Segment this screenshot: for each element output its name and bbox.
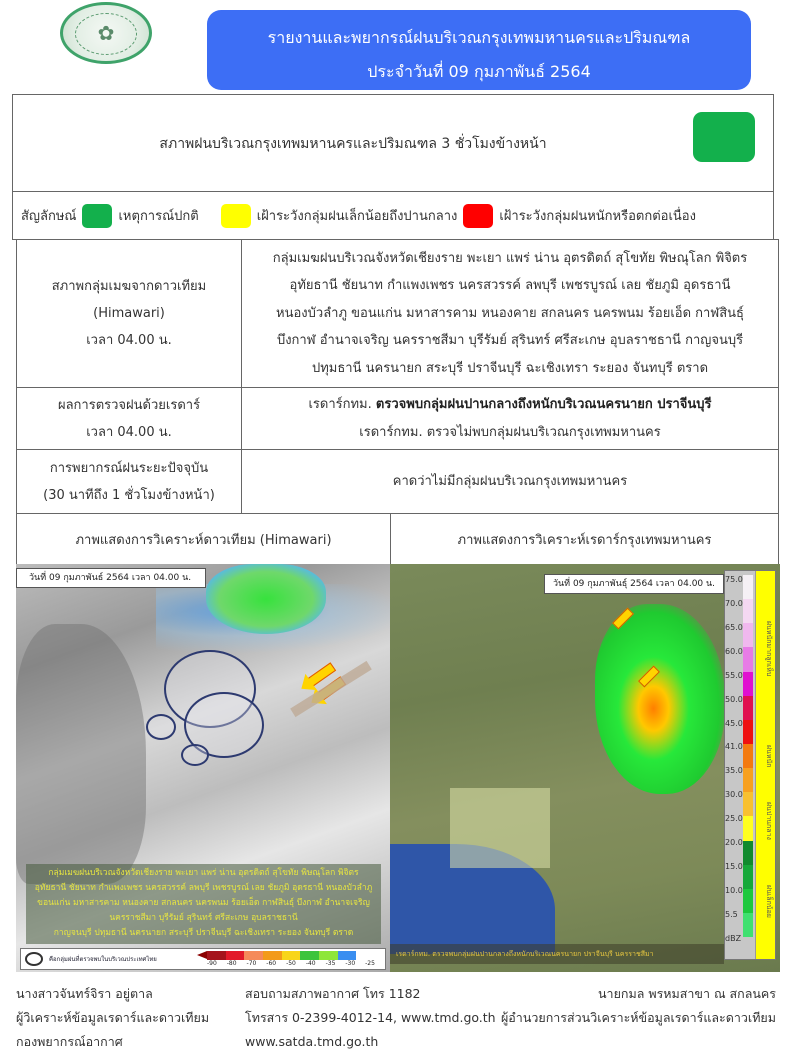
dbz-value: 5.5 [725, 909, 738, 919]
nowcast-label: การพยากรณ์ฝนระยะปัจจุบัน [49, 460, 209, 476]
contact-fax-web[interactable]: โทรสาร 0-2399-4012-14, www.tmd.go.th [245, 1010, 496, 1025]
analysis-images [16, 564, 780, 972]
satellite-image [16, 564, 390, 972]
colorbar-segment [244, 951, 263, 960]
colorbar-tick: -30 [345, 960, 356, 967]
summary-line: อุทัยธานี ชัยนาท กำแพงเพชร นครสวรรค์ ลพบุรี เพชรบูรณ์ เลย ชัยภูมิ อุดรธานี หนองบัวลำภู [34, 883, 373, 893]
page-title: รายงานและพยากรณ์ฝนบริเวณกรุงเทพมหานครและปริมณฑล [267, 28, 691, 47]
radar-time: เวลา 04.00 น. [86, 424, 172, 440]
legend-text-normal: เหตุการณ์ปกติ [118, 209, 199, 224]
band-label-light: ฝนเล็กน้อย [765, 884, 773, 918]
satellite-image-header: ภาพแสดงการวิเคราะห์ดาวเทียม (Himawari) [17, 514, 391, 564]
image-headers-cell [17, 514, 779, 565]
director-name: นายกมล พรหมสาขา ณ สกลนคร [598, 986, 776, 1001]
report-table [16, 239, 779, 565]
colorbar-tick: -80 [226, 960, 237, 967]
dbz-color [743, 792, 753, 816]
rain-cloud-outline [181, 744, 209, 766]
legend-text-watch-heavy: เฝ้าระวังกลุ่มฝนหนักหรือตกต่อเนื่อง [499, 209, 696, 224]
colorbar-tick: -50 [286, 960, 296, 967]
radar-line-1-bold: ตรวจพบกลุ่มฝนปานกลางถึงหนักบริเวณนครนายก ปราจีนบุรี [375, 397, 712, 412]
dbz-color [743, 696, 753, 720]
dbz-color [743, 768, 753, 792]
satellite-cloud-green [206, 564, 326, 634]
dbz-color [743, 575, 753, 599]
radar-caption: เรดาร์กทม. ตรวจพบกลุ่มฝนปานกลางถึงหนักบริเวณนครนายก ปราจีนบุรี นครราชสีมา [390, 944, 724, 964]
colorbar-tick: -90 [207, 960, 217, 967]
colorbar-tick: -25 [365, 960, 375, 967]
title-banner [207, 10, 751, 90]
dbz-value: 75.0 [725, 575, 743, 584]
satellite-line: บึงกาฬ อำนาจเจริญ นครราชสีมา บุรีรัมย์ สุรินทร์ ศรีสะเกษ อุบลราชธานี กาญจนบุรี [276, 333, 744, 349]
colorbar-segment [319, 951, 338, 960]
temperature-colorbar [197, 949, 385, 969]
radar-label: ผลการตรวจฝนด้วยเรดาร์ [57, 397, 201, 413]
footer-analyst [16, 982, 209, 1054]
colorbar-segments [207, 951, 375, 960]
satellite-time: เวลา 04.00 น. [86, 333, 172, 348]
contact-phone: สอบถามสภาพอากาศ โทร 1182 [245, 986, 421, 1001]
dbz-value: 70.0 [725, 598, 743, 608]
dbz-color [743, 672, 753, 696]
cloud-outline-icon [25, 952, 43, 966]
dbz-value: dBZ [725, 933, 742, 943]
legend-swatch-red [463, 204, 493, 228]
colorbar-tick: -70 [246, 960, 257, 967]
dbz-value: 65.0 [725, 622, 743, 632]
status-indicator-green [693, 112, 755, 162]
legend-swatch-yellow [221, 204, 251, 228]
satellite-bottom-legend [20, 948, 386, 970]
director-role: ผู้อำนวยการส่วนวิเคราะห์ข้อมูลเรดาร์และดาวเทียม [500, 1010, 776, 1025]
rain-status-text: สภาพฝนบริเวณกรุงเทพมหานครและปริมณฑล 3 ชั่วโมงข้างหน้า [159, 136, 547, 152]
colorbar-tick: -40 [305, 960, 316, 967]
dbz-value: 35.0 [725, 766, 743, 776]
satellite-summary [26, 864, 381, 944]
radar-image-header: ภาพแสดงการวิเคราะห์เรดาร์กรุงเทพมหานคร [457, 532, 712, 548]
radar-dbz-scale [724, 570, 776, 960]
dbz-value: 55.0 [725, 670, 743, 680]
dbz-value: 50.0 [725, 694, 743, 704]
radar-value-cell [242, 388, 779, 450]
nowcast-range: (30 นาทีถึง 1 ชั่วโมงข้างหน้า) [43, 487, 215, 503]
colorbar-segment [338, 951, 357, 960]
colorbar-arrow [197, 951, 207, 959]
dbz-color [743, 599, 753, 623]
dbz-values [725, 571, 742, 959]
satellite-label: สภาพกลุ่มเมฆจากดาวเทียม [51, 279, 207, 294]
dbz-value: 45.0 [725, 718, 743, 728]
satellite-date-label: วันที่ 09 กุมภาพันธ์ 2564 เวลา 04.00 น. [16, 568, 206, 588]
report-date: ประจำวันที่ 09 กุมภาพันธ์ 2564 [367, 62, 591, 81]
tmd-emblem-icon [60, 2, 152, 64]
colorbar-segment [356, 951, 375, 960]
contact-satda-link[interactable]: www.satda.tmd.go.th [245, 1034, 379, 1049]
summary-line: กาญจนบุรี ปทุมธานี นครนายก สระบุรี ปราจีนบุรี ฉะเชิงเทรา ระยอง จันทบุรี ตราด [53, 928, 354, 938]
legend-label: สัญลักษณ์ [21, 209, 77, 224]
bangkok-area [450, 788, 550, 868]
band-label-moderate: ฝนปานกลาง [765, 802, 773, 840]
rain-cloud-outline [146, 714, 176, 740]
dbz-color [743, 816, 753, 840]
satellite-label-cell [17, 240, 242, 388]
satellite-line: กลุ่มเมฆฝนบริเวณจังหวัดเชียงราย พะเยา แพร่ น่าน อุตรดิตถ์ สุโขทัย พิษณุโลก พิจิตร [272, 250, 748, 266]
footer-contact [245, 982, 496, 1054]
analyst-division: กองพยากรณ์อากาศ [16, 1034, 123, 1049]
symbol-legend [12, 192, 774, 240]
dbz-color [743, 744, 753, 768]
table-row-radar [17, 388, 779, 450]
colorbar-tick: -60 [266, 960, 277, 967]
colorbar-segment [282, 951, 301, 960]
dbz-colors [743, 575, 753, 937]
colorbar-ticks [207, 960, 375, 967]
dbz-color [743, 841, 753, 865]
satellite-source: (Himawari) [93, 306, 165, 321]
radar-date-label: วันที่ 09 กุมภาพันธุ์ 2564 เวลา 04.00 น. [544, 574, 724, 594]
satellite-line: หนองบัวลำภู ขอนแก่น มหาสารคาม หนองคาย สกลนคร นครพนม ร้อยเอ็ด กาฬสินธุ์ [276, 305, 744, 321]
band-label-very-heavy: ฝนหนักมากลูกเห็บ [765, 621, 773, 677]
colorbar-segment [300, 951, 319, 960]
radar-line-1-prefix: เรดาร์กทม. [308, 397, 376, 412]
dbz-value: 60.0 [725, 646, 743, 656]
analyst-name: นางสาวจันทร์จิรา อยู่ตาล [16, 986, 153, 1001]
radar-image [390, 564, 780, 972]
dbz-color [743, 623, 753, 647]
colorbar-segment [263, 951, 282, 960]
dbz-value: 25.0 [725, 814, 743, 824]
satellite-line: ปทุมธานี นครนายก สระบุรี ปราจีนบุรี ฉะเชิงเทรา ระยอง จันทบุรี ตราด [311, 360, 709, 376]
band-label-heavy: ฝนหนัก [765, 744, 773, 768]
colorbar-segment [207, 951, 226, 960]
rain-status-box [12, 94, 774, 192]
radar-echo [595, 604, 725, 794]
dbz-color [743, 865, 753, 889]
satellite-line: อุทัยธานี ชัยนาท กำแพงเพชร นครสวรรค์ ลพบุรี เพชรบูรณ์ เลย ชัยภูมิ อุดรธานี [289, 278, 731, 294]
dbz-color [743, 889, 753, 913]
dbz-value: 15.0 [725, 862, 743, 872]
dbz-value: 20.0 [725, 838, 743, 848]
legend-text-watch-light: เฝ้าระวังกลุ่มฝนเล็กน้อยถึงปานกลาง [256, 209, 458, 224]
radar-line-2: เรดาร์กทม. ตรวจไม่พบกลุ่มฝนบริเวณกรุงเทพมหานคร [359, 424, 661, 440]
image-headers [17, 514, 778, 564]
radar-line-1 [242, 391, 778, 419]
dbz-color [743, 913, 753, 937]
dbz-value: 10.0 [725, 885, 743, 895]
table-row-image-headers [17, 514, 779, 565]
table-row-nowcast [17, 450, 779, 514]
footer-director [501, 982, 776, 1030]
dbz-color [743, 720, 753, 744]
analyst-role: ผู้วิเคราะห์ข้อมูลเรดาร์และดาวเทียม [16, 1010, 210, 1025]
radar-label-cell [17, 388, 242, 450]
satellite-value-cell [242, 240, 779, 388]
colorbar-tick: -35 [325, 960, 336, 967]
nowcast-label-cell [17, 450, 242, 514]
summary-line: กลุ่มเมฆฝนบริเวณจังหวัดเชียงราย พะเยา แพร่ น่าน อุตรดิตถ์ สุโขทัย พิษณุโลก พิจิตร [48, 868, 359, 878]
cloud-legend-text: คือกลุ่มฝนที่ตรวจพบในบริเวณประเทศไทย [49, 956, 157, 963]
dbz-color [743, 647, 753, 671]
table-row-satellite [17, 240, 779, 388]
emblem-mark: ✿ [97, 21, 115, 45]
satellite-land [16, 624, 146, 884]
legend-swatch-green [82, 204, 112, 228]
dbz-value: 41.0 [725, 742, 743, 752]
colorbar-segment [226, 951, 245, 960]
nowcast-value: คาดว่าไม่มีกลุ่มฝนบริเวณกรุงเทพมหานคร [242, 450, 779, 514]
summary-line: นครราชสีมา บุรีรัมย์ สุรินทร์ ศรีสะเกษ อุบลราชธานี [109, 913, 298, 923]
summary-line: ขอนแก่น มหาสารคาม หนองคาย สกลนคร นครพนม ร้อยเอ็ด กาฬสินธุ์ บึงกาฬ อำนาจเจริญ [37, 898, 370, 908]
dbz-value: 30.0 [725, 790, 743, 800]
